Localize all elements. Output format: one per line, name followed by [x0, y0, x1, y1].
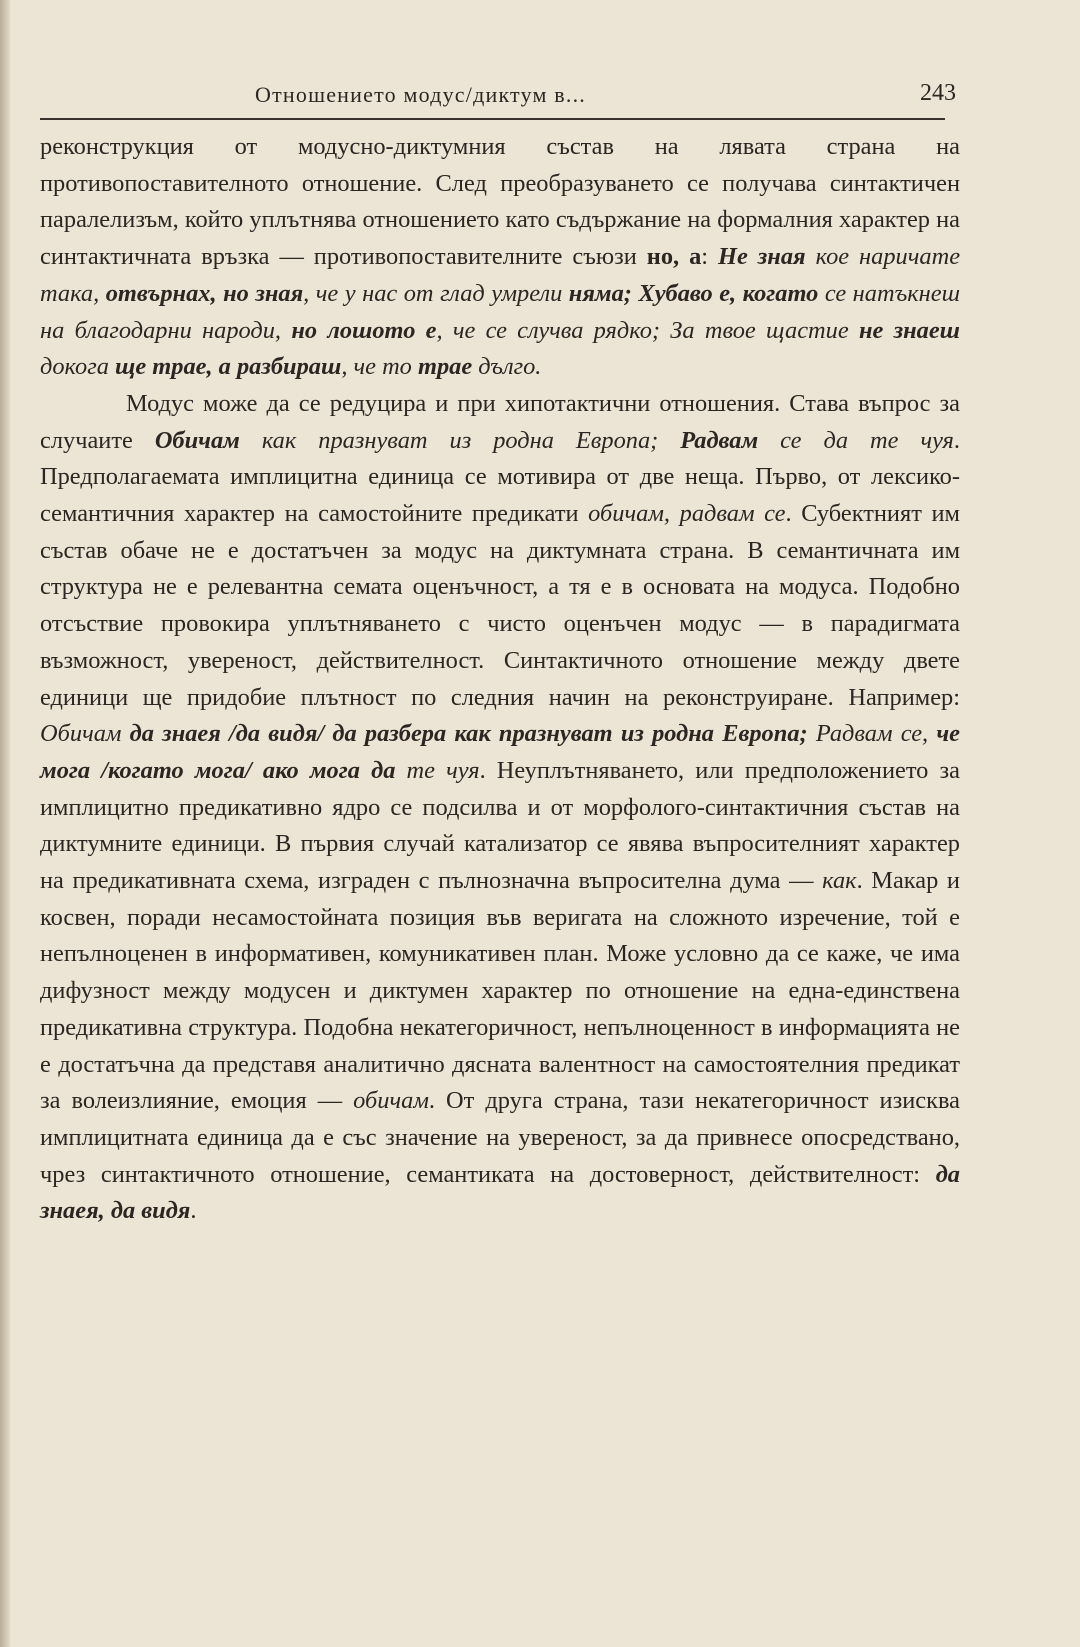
example-italic: дълго.	[472, 353, 542, 381]
example-bold: отвърнах, но зная	[105, 279, 304, 307]
example-bold: не знаеш	[858, 316, 960, 344]
running-head: Отношението модус/диктум в...	[255, 82, 586, 107]
example-bold: да знаея, да видя	[40, 1160, 960, 1225]
example-italic: се да те чуя	[758, 426, 954, 454]
example-italic: те чуя	[395, 756, 480, 784]
example-bold: Не зная	[718, 243, 806, 271]
text-run: реконструкция от модусно-диктумния състав на лявата страна на противопоставителното отношение. След преобразуването се получава синтактичен паралелизъм, който уплътнява отношението като съдържание на формалния характер на синтактичната връзка — противопоставителните съюзи	[40, 133, 960, 271]
example-bold: трае	[417, 353, 473, 381]
example-bold: ще трае, а разбираш	[115, 353, 342, 381]
page-header	[40, 76, 968, 116]
example-bold: но лошото е	[291, 316, 437, 344]
example-italic: се,	[892, 720, 937, 748]
conjunctions: но, а	[646, 243, 702, 271]
example-bold: че мога /когато мога/ ако мога да	[40, 720, 960, 784]
example-italic: , че у нас от глад умрели	[303, 279, 569, 307]
text-run: .	[190, 1197, 197, 1225]
page-number: 243	[920, 80, 956, 106]
paragraph-2	[40, 386, 960, 1230]
example-italic: обичам	[353, 1087, 429, 1115]
paragraph-1	[40, 129, 960, 386]
text-run: . Макар и косвен, поради несамостойната позиция във веригата на сложното изречение, той е непълноценен в информативен, комуникативен план. Може условно да се каже, че има дифузност между модусен и диктумен характер по отношение на една-единствена предикативна структура. Подобна некатегоричност, непълноценност в информацията не е достатъчна да представя аналитично дясната валентност на самостоятелния предикат за волеизлияние, емоция —	[40, 867, 960, 1115]
example-italic: , че се случва рядко; За твое щастие	[436, 316, 859, 344]
header-rule	[40, 118, 945, 120]
example-bold: да знаея /да видя/ да разбера как празнуват из родна Европа;	[121, 720, 816, 748]
example-bold: няма; Хубаво е, когато	[568, 279, 819, 307]
text-run: Модус може да се редуцира и при хипотактични отношения. Става въпрос за случаите	[40, 389, 960, 454]
text-run: . От друга страна, тази некатегоричност изисква имплицитната единица да е със значение на увереност, за да привнесе опосредствано, чрез синтактичното отношение, семантиката на достоверност, действителност:	[40, 1087, 960, 1188]
example-italic: кое наричате така,	[40, 243, 961, 307]
example-italic: , че то	[341, 353, 418, 381]
book-page	[40, 76, 968, 1225]
book-spine-edge	[0, 0, 10, 1647]
text-run: . Субектният им състав обаче не е достатъчен за модус на диктумната страна. В семантичната им структура не е релевантна семата оценъчност, а тя е в основата на модуса. Подобно отсъствие провокира уплътняването с чисто оценъчен модус — в парадигмата възможност, увереност, действителност. Синтактичното отношение между двете единици ще придобие плътност по следния начин на реконструиране. Например:	[40, 500, 960, 711]
example-italic: Радвам	[815, 720, 893, 748]
example-bold: Обичам	[154, 426, 240, 454]
text-run: . Неуплътняването, или предположението за имплицитно предикативно ядро се подсилва и от морфолого-синтактичния състав на диктумните единици. В първия случай катализатор се явява въпросителният характер на предикативната схема, изграден с пълнозначна въпросителна дума —	[40, 756, 960, 895]
example-italic: как празнуват из родна Европа;	[239, 426, 681, 454]
text-run: :	[701, 243, 719, 271]
example-bold: Радвам	[680, 426, 759, 454]
example-italic: докога	[40, 353, 116, 381]
example-italic: Обичам	[40, 720, 122, 748]
body-text	[40, 129, 960, 1230]
example-italic: обичам, радвам се	[588, 500, 786, 528]
example-italic: как	[822, 867, 857, 895]
text-run: . Предполагаемата имплицитна единица се мотивира от две неща. Първо, от лексико-семантичния характер на самостойните предикати	[40, 426, 960, 528]
example-italic: се натъкнеш на благодарни народи,	[40, 279, 960, 344]
